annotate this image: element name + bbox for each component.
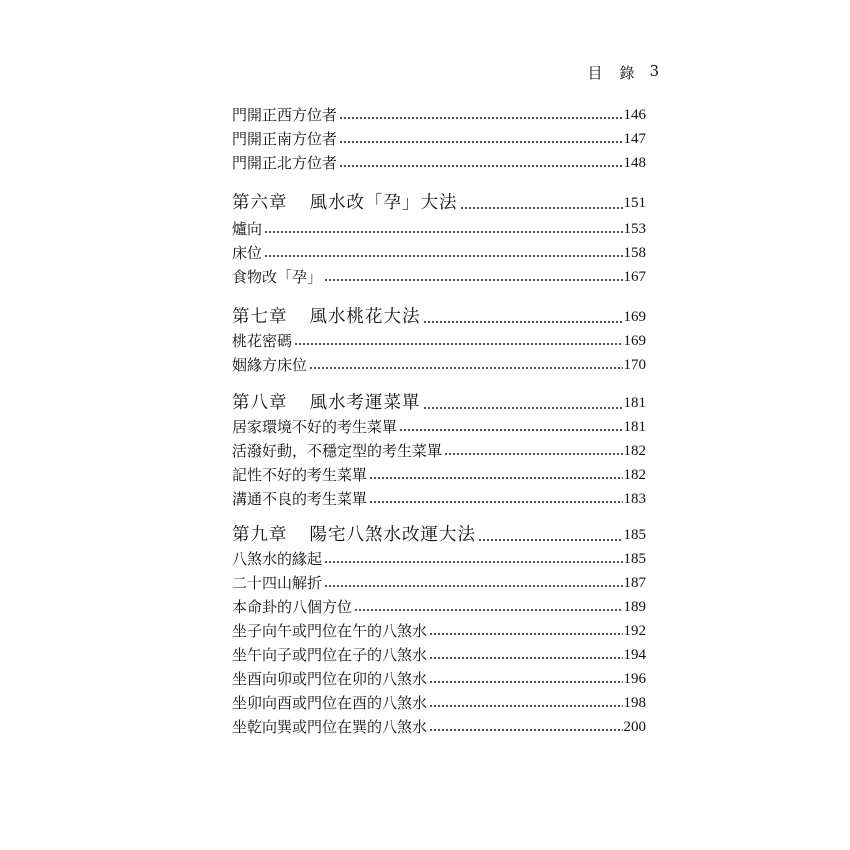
page-number: 198	[623, 695, 646, 711]
section-title: 八煞水的緣起	[232, 550, 323, 568]
toc-section-row	[232, 266, 646, 288]
page-number: 169	[623, 333, 646, 349]
page-number: 196	[623, 671, 646, 687]
page-number: 167	[623, 269, 646, 285]
chapter-number: 第七章	[232, 307, 288, 327]
page-number: 192	[623, 623, 646, 639]
page-number: 182	[623, 467, 646, 483]
dot-leader	[429, 632, 622, 636]
toc-section-row	[232, 668, 646, 690]
dot-leader	[339, 140, 622, 144]
dot-leader	[339, 116, 622, 120]
toc-section-row	[232, 104, 646, 126]
section-title: 坐酉向卯或門位在卯的八煞水	[232, 670, 428, 688]
chapter-title: 風水桃花大法	[309, 307, 421, 327]
toc-section-row	[232, 644, 646, 666]
chapter-number: 第六章	[232, 193, 288, 213]
toc-chapter-row	[232, 190, 646, 216]
chapter-number: 第八章	[232, 393, 288, 413]
section-title: 門開正北方位者	[232, 154, 338, 172]
page-number: 182	[623, 443, 646, 459]
dot-leader	[399, 428, 622, 432]
section-title: 姻緣方床位	[232, 356, 308, 374]
section-title: 本命卦的八個方位	[232, 598, 353, 616]
section-title: 坐卯向酉或門位在酉的八煞水	[232, 694, 428, 712]
dot-leader	[264, 254, 622, 258]
section-title: 坐乾向巽或門位在巽的八煞水	[232, 718, 428, 736]
section-title: 門開正西方位者	[232, 106, 338, 124]
page-number: 181	[623, 419, 646, 435]
page-number: 194	[623, 647, 646, 663]
dot-leader	[444, 452, 622, 456]
section-title: 居家環境不好的考生菜單	[232, 418, 398, 436]
toc-chapter-row	[232, 390, 646, 416]
toc-section-row	[232, 596, 646, 618]
page-number: 151	[623, 195, 646, 211]
page-number: 189	[623, 599, 646, 615]
page-number: 183	[623, 491, 646, 507]
toc-section-row	[232, 716, 646, 738]
section-title: 食物改「孕」	[232, 268, 323, 286]
dot-leader	[429, 704, 622, 708]
dot-leader	[429, 680, 622, 684]
dot-leader	[369, 476, 622, 480]
dot-leader	[423, 406, 623, 410]
dot-leader	[354, 608, 622, 612]
section-title: 床位	[232, 244, 263, 262]
page-number: 146	[623, 107, 646, 123]
chapter-number: 第九章	[232, 525, 288, 545]
toc-section-row	[232, 416, 646, 438]
section-title: 記性不好的考生菜單	[232, 466, 368, 484]
page-number: 147	[623, 131, 646, 147]
toc-section-row	[232, 242, 646, 264]
dot-leader	[324, 278, 622, 282]
chapter-title: 陽宅八煞水改運大法	[309, 525, 476, 545]
page-number: 185	[623, 527, 646, 543]
toc-section-row	[232, 488, 646, 510]
table-of-contents	[232, 0, 646, 850]
toc-section-row	[232, 128, 646, 150]
page-number: 153	[623, 221, 646, 237]
dot-leader	[369, 500, 622, 504]
header-page-number: 3	[649, 62, 660, 80]
page-number: 200	[623, 719, 646, 735]
dot-leader	[309, 366, 622, 370]
dot-leader	[339, 164, 622, 168]
dot-leader	[264, 230, 622, 234]
toc-section-row	[232, 572, 646, 594]
toc-section-row	[232, 548, 646, 570]
page-number: 187	[623, 575, 646, 591]
dot-leader	[294, 342, 622, 346]
page-number: 148	[623, 155, 646, 171]
section-title: 桃花密碼	[232, 332, 293, 350]
section-title: 活潑好動，不穩定型的考生菜單	[232, 442, 443, 460]
page-number: 169	[623, 309, 646, 325]
page-number: 185	[623, 551, 646, 567]
toc-section-row	[232, 218, 646, 240]
dot-leader	[429, 728, 622, 732]
section-title: 門開正南方位者	[232, 130, 338, 148]
toc-chapter-row	[232, 304, 646, 330]
toc-section-row	[232, 152, 646, 174]
section-title: 二十四山解折	[232, 574, 323, 592]
dot-leader	[460, 206, 623, 210]
section-title: 爐向	[232, 220, 263, 238]
page-number: 158	[623, 245, 646, 261]
page-number: 181	[623, 395, 646, 411]
dot-leader	[429, 656, 622, 660]
toc-chapter-row	[232, 522, 646, 548]
toc-section-row	[232, 330, 646, 352]
section-title: 坐子向午或門位在午的八煞水	[232, 622, 428, 640]
section-title: 溝通不良的考生菜單	[232, 490, 368, 508]
dot-leader	[324, 560, 622, 564]
dot-leader	[423, 320, 623, 324]
toc-section-row	[232, 692, 646, 714]
page-number: 170	[623, 357, 646, 373]
toc-section-row	[232, 440, 646, 462]
toc-section-row	[232, 464, 646, 486]
section-title: 坐午向子或門位在子的八煞水	[232, 646, 428, 664]
chapter-title: 風水考運菜單	[309, 393, 421, 413]
dot-leader	[478, 538, 623, 542]
toc-section-row	[232, 354, 646, 376]
toc-section-row	[232, 620, 646, 642]
chapter-title: 風水改「孕」大法	[309, 193, 458, 213]
header-label: 目 錄	[587, 64, 636, 82]
dot-leader	[324, 584, 622, 588]
